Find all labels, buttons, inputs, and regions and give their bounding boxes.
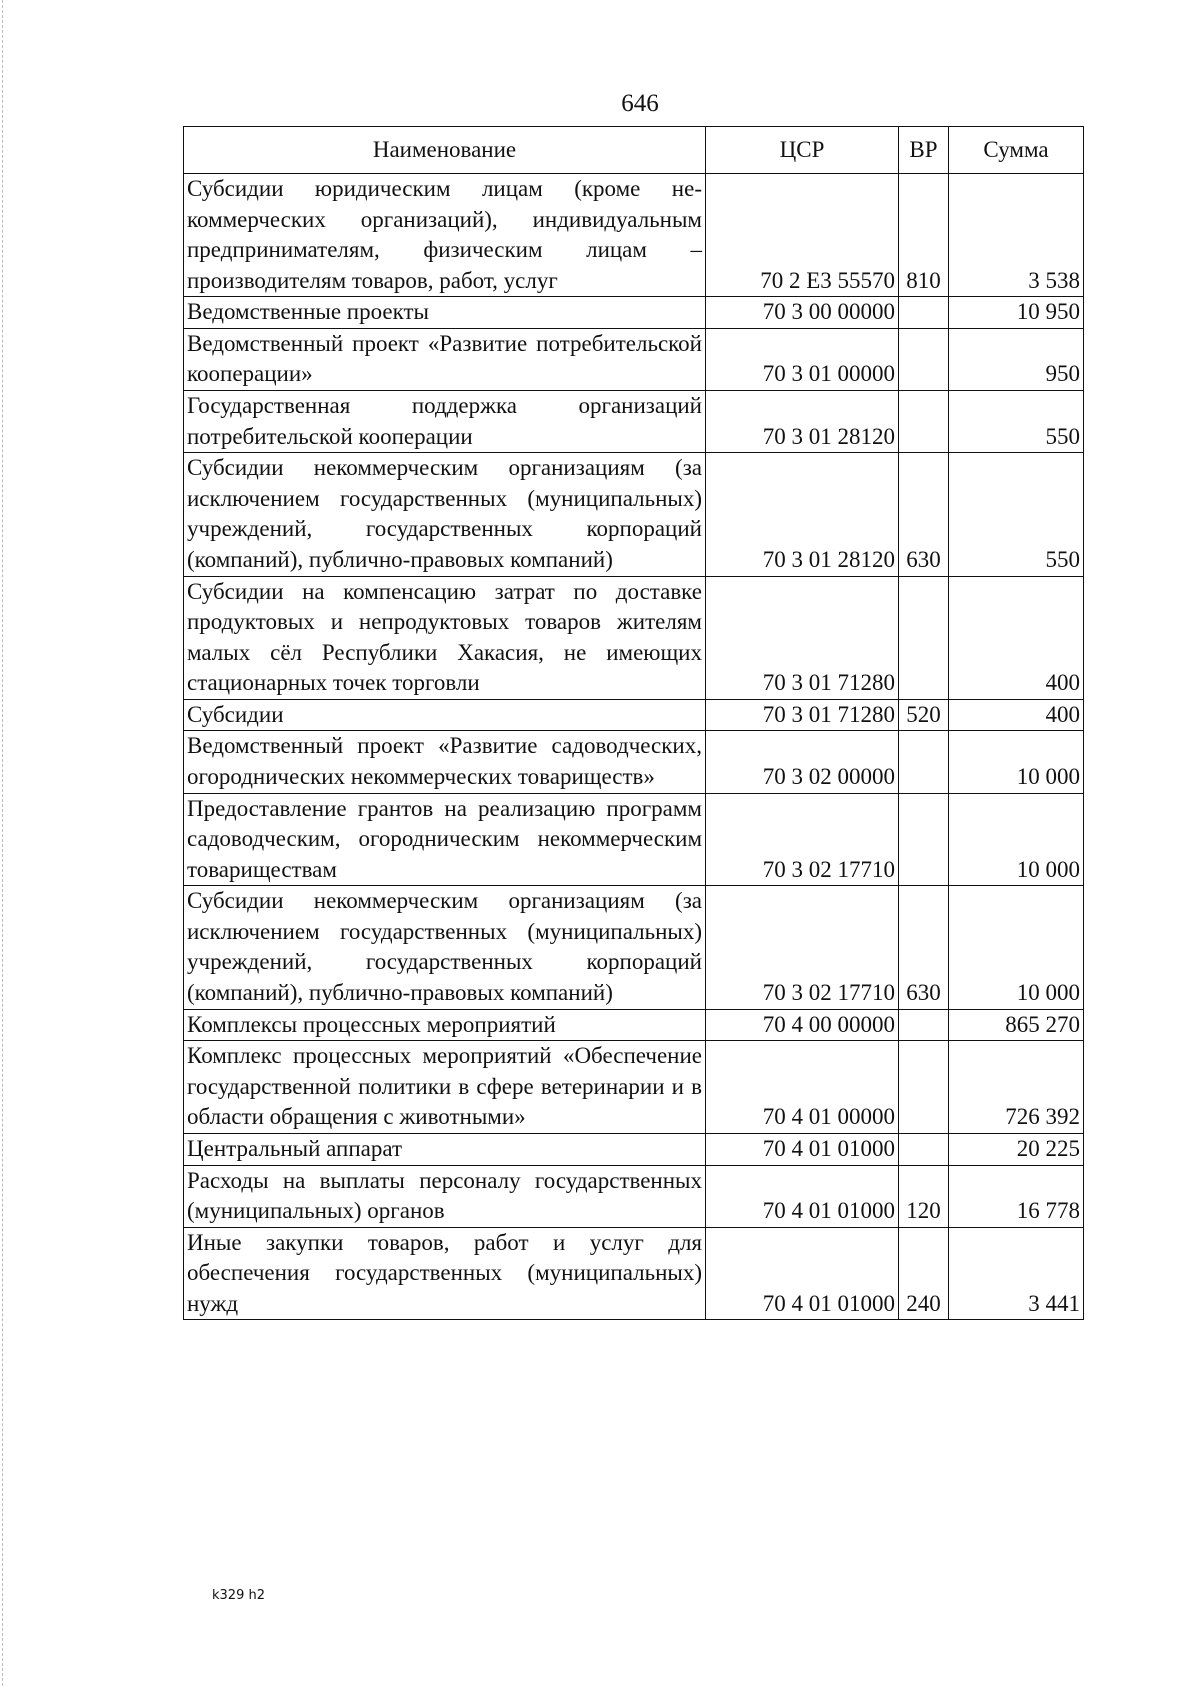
row-csr: 70 4 01 01000 (706, 1227, 899, 1320)
row-sum: 20 225 (949, 1133, 1084, 1165)
row-vr (899, 328, 949, 390)
row-name: Субсидии юридическим лицам (кроме некоммерческих организаций), индивидуальным предпринимателям, физическим лицам – производителям товаров, работ, услуг (184, 174, 706, 297)
row-vr: 630 (899, 453, 949, 576)
table-row (184, 886, 1084, 1009)
row-sum: 726 392 (949, 1041, 1084, 1134)
row-name: Центральный аппарат (184, 1133, 706, 1165)
row-csr: 70 4 01 00000 (706, 1041, 899, 1134)
row-sum: 865 270 (949, 1009, 1084, 1041)
row-vr (899, 297, 949, 329)
row-vr (899, 576, 949, 699)
row-name: Комплексы процессных мероприятий (184, 1009, 706, 1041)
row-name: Расходы на выплаты персоналу государственных (муниципальных) органов (184, 1165, 706, 1227)
footer-code: k329 h2 (212, 1588, 265, 1603)
row-csr: 70 4 00 00000 (706, 1009, 899, 1041)
row-csr: 70 3 02 17710 (706, 886, 899, 1009)
row-csr: 70 4 01 01000 (706, 1165, 899, 1227)
row-csr: 70 3 01 28120 (706, 453, 899, 576)
row-csr: 70 3 01 71280 (706, 576, 899, 699)
row-name: Субсидии на компенсацию затрат по доставке продуктовых и непродуктовых товаров жителям малых сёл Республики Хакасия, не имеющих стационарных точек торговли (184, 576, 706, 699)
table-row (184, 699, 1084, 731)
table-row (184, 297, 1084, 329)
row-csr: 70 2 Е3 55570 (706, 174, 899, 297)
table-header-row (184, 127, 1084, 174)
row-sum: 950 (949, 328, 1084, 390)
table-row (184, 453, 1084, 576)
row-sum: 3 441 (949, 1227, 1084, 1320)
table-row (184, 1165, 1084, 1227)
row-name: Субсидии некоммерческим организациям (за исключением государственных (муниципальных) учреждений, государственных корпораций (компаний), публично-правовых компаний) (184, 453, 706, 576)
row-vr: 810 (899, 174, 949, 297)
row-vr: 630 (899, 886, 949, 1009)
row-name: Ведомственный проект «Развитие потребительской кооперации» (184, 328, 706, 390)
row-name: Субсидии (184, 699, 706, 731)
row-vr (899, 1041, 949, 1134)
row-sum: 10 000 (949, 793, 1084, 886)
header-sum: Сумма (949, 127, 1084, 174)
table-row (184, 793, 1084, 886)
row-csr: 70 3 02 17710 (706, 793, 899, 886)
table-row (184, 391, 1084, 453)
row-sum: 550 (949, 453, 1084, 576)
row-vr: 240 (899, 1227, 949, 1320)
table-row (184, 576, 1084, 699)
row-sum: 400 (949, 576, 1084, 699)
page-number: 646 (621, 90, 659, 117)
row-sum: 16 778 (949, 1165, 1084, 1227)
header-vr: ВР (899, 127, 949, 174)
row-sum: 10 000 (949, 886, 1084, 1009)
header-name: Наименование (184, 127, 706, 174)
row-name: Ведомственные проекты (184, 297, 706, 329)
row-sum: 3 538 (949, 174, 1084, 297)
header-csr: ЦСР (706, 127, 899, 174)
row-name: Государственная поддержка организаций потребительской кооперации (184, 391, 706, 453)
table-row (184, 1133, 1084, 1165)
budget-table (183, 126, 1084, 1320)
row-name: Комплекс процессных мероприятий «Обеспечение государственной политики в сфере ветеринарии и в области обращения с животными» (184, 1041, 706, 1134)
row-name: Предоставление грантов на реализацию программ садоводческим, огородническим некоммерческим товариществам (184, 793, 706, 886)
table-row (184, 1227, 1084, 1320)
row-sum: 10 950 (949, 297, 1084, 329)
row-csr: 70 3 01 28120 (706, 391, 899, 453)
row-vr (899, 1133, 949, 1165)
row-sum: 550 (949, 391, 1084, 453)
row-name: Иные закупки товаров, работ и услуг для обеспечения государственных (муниципальных) нужд (184, 1227, 706, 1320)
table-row (184, 1009, 1084, 1041)
row-vr: 520 (899, 699, 949, 731)
row-vr: 120 (899, 1165, 949, 1227)
row-vr (899, 731, 949, 793)
row-sum: 10 000 (949, 731, 1084, 793)
row-csr: 70 4 01 01000 (706, 1133, 899, 1165)
table-row (184, 731, 1084, 793)
row-name: Субсидии некоммерческим организациям (за исключением государственных (муниципальных) учреждений, государственных корпораций (компаний), публично-правовых компаний) (184, 886, 706, 1009)
row-csr: 70 3 02 00000 (706, 731, 899, 793)
row-name: Ведомственный проект «Развитие садоводческих, огороднических некоммерческих товариществ» (184, 731, 706, 793)
row-csr: 70 3 00 00000 (706, 297, 899, 329)
row-vr (899, 1009, 949, 1041)
page-edge-line (2, 0, 3, 1686)
table-row (184, 1041, 1084, 1134)
row-sum: 400 (949, 699, 1084, 731)
table-row (184, 174, 1084, 297)
row-csr: 70 3 01 00000 (706, 328, 899, 390)
row-vr (899, 391, 949, 453)
table-row (184, 328, 1084, 390)
row-csr: 70 3 01 71280 (706, 699, 899, 731)
row-vr (899, 793, 949, 886)
